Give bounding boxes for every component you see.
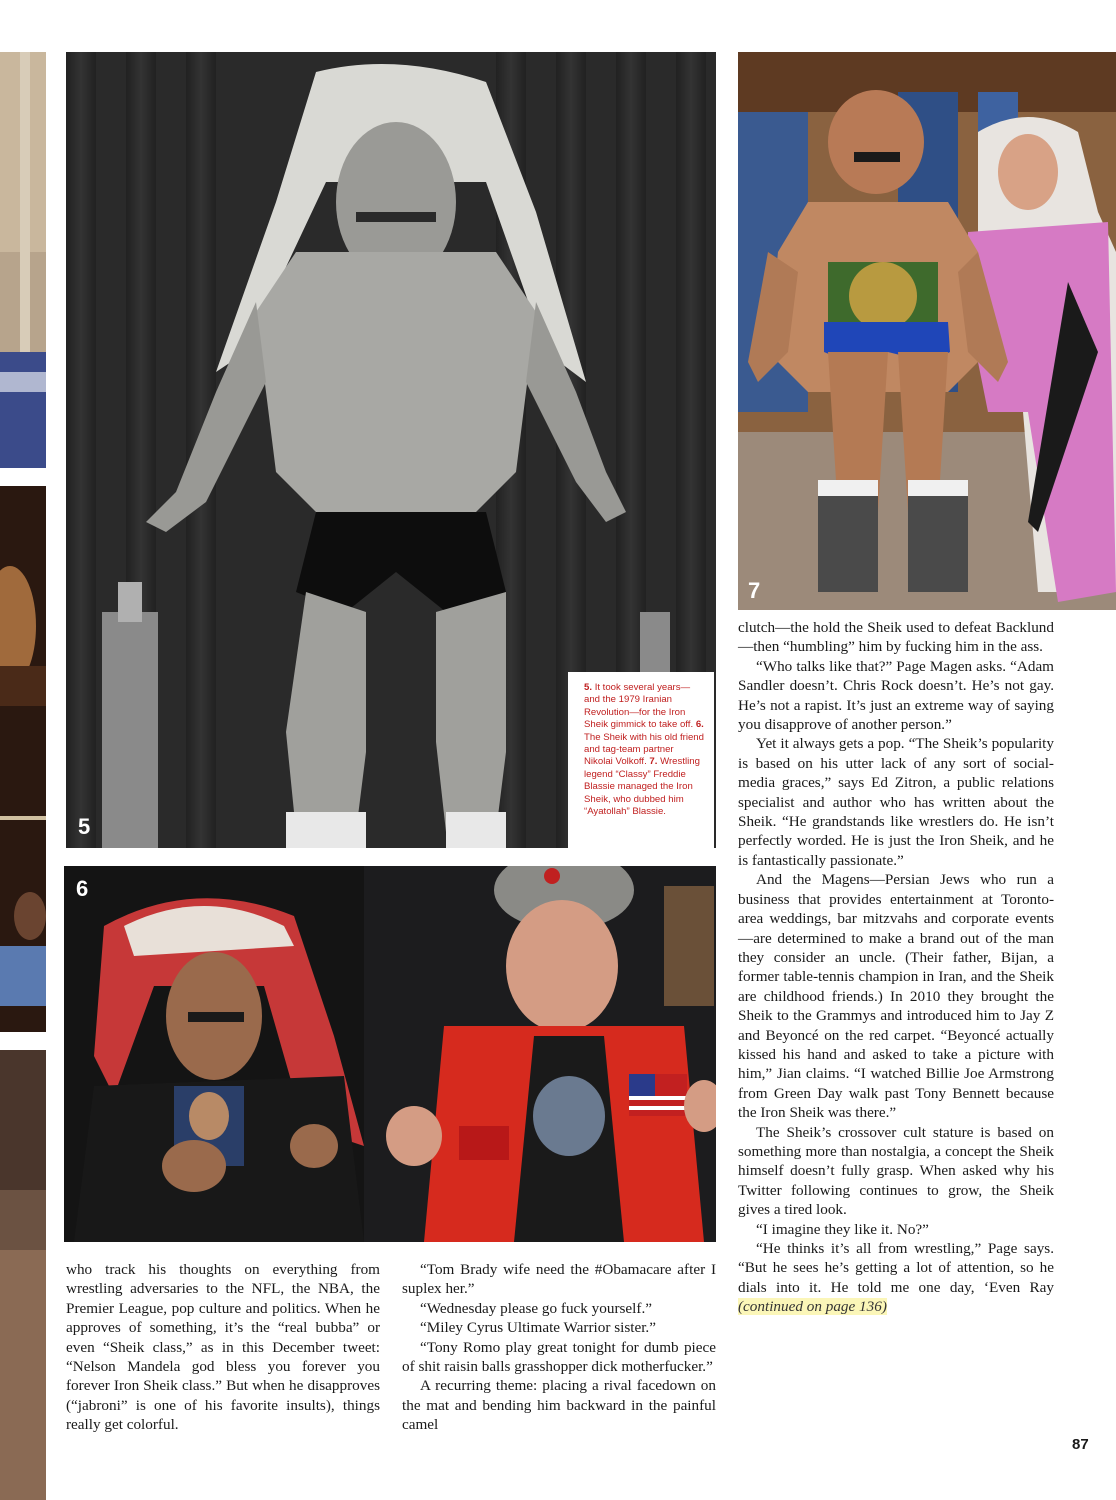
article-paragraph: The Sheik’s crossover cult stature is based on something more than nostalgia, a concept the Sheik himself doesn’t fully grasp. When asked why his Twitter following continues to grow, the Sheik gives a tired look. bbox=[738, 1123, 1054, 1219]
article-paragraph: A recurring theme: placing a rival facedown on the mat and bending him backward in the painful camel bbox=[402, 1377, 716, 1434]
caption-5-number: 5. bbox=[584, 682, 593, 693]
article-paragraph: “Wednesday please go fuck yourself.” bbox=[420, 1299, 652, 1317]
article-column-1 bbox=[66, 1260, 380, 1435]
article-paragraph: “Miley Cyrus Ultimate Warrior sister.” bbox=[420, 1319, 656, 1337]
article-paragraph: “Who talks like that?” Page Magen asks. “Adam Sandler doesn’t. Chris Rock doesn’t. He’s not gay. He’s not a rapist. It’s just an extreme way of saying you disapprove of another person.” bbox=[738, 657, 1054, 734]
article-paragraph: “Tony Romo play great tonight for dumb piece of shit raisin balls grasshopper dick motherfucker.” bbox=[402, 1338, 716, 1376]
page-number: 87 bbox=[1072, 1436, 1089, 1453]
photo-6-number: 6 bbox=[76, 876, 89, 901]
photo-6-sheik-and-volkoff bbox=[64, 866, 716, 1242]
article-paragraph bbox=[738, 1239, 1054, 1317]
article-column-2 bbox=[402, 1260, 716, 1435]
article-paragraph: clutch—the hold the Sheik used to defeat Backlund—then “humbling” him by fucking him in the ass. bbox=[738, 619, 1054, 656]
article-column-3 bbox=[738, 618, 1054, 1317]
caption-5-text: It took several years—and the 1979 Iranian Revolution—for the Iron Sheik gimmick to take off. bbox=[584, 682, 694, 731]
left-edge-photo-bottom bbox=[0, 1050, 46, 1500]
caption-7-number: 7. bbox=[649, 756, 658, 768]
left-edge-photo-top bbox=[0, 52, 46, 468]
photo-5-number: 5 bbox=[78, 814, 91, 839]
article-paragraph: Yet it always gets a pop. “The Sheik’s popularity is based on his utter lack of any sort of social-media graces,” says Ed Zitron, a public relations specialist and author who has written about the Sheik. “He grandstands like wrestlers do. He isn’t perfectly worded. He is just the Iron Sheik, and he is fantastically passionate.” bbox=[738, 735, 1054, 869]
caption-6-number: 6. bbox=[695, 719, 704, 731]
article-paragraph-text: “He thinks it’s all from wrestling,” Page says. “But he sees he’s getting a lot of attention, so he dials into it. He told me one day, ‘Even Ray bbox=[738, 1240, 1054, 1296]
article-paragraph: “Tom Brady wife need the #Obamacare after I suplex her.” bbox=[402, 1261, 716, 1298]
article-paragraph: who track his thoughts on everything from wrestling adversaries to the NFL, the NBA, the Premier League, pop culture and politics. When he approves of something, it’s the “real bubba” or even “Sheik class,” as in this December tweet: “Nelson Mandela god bless you forever you forever Iron Sheik class.” But when he disapproves (“jabroni” is one of his favorite insults), things really get colorful. bbox=[66, 1261, 380, 1434]
article-paragraph: “I imagine they like it. No?” bbox=[756, 1220, 929, 1238]
photo-7-number: 7 bbox=[748, 578, 761, 603]
continued-on-page-link[interactable]: (continued on page 136) bbox=[738, 1298, 887, 1316]
photo-7-sheik-and-blassie bbox=[738, 52, 1116, 610]
caption-6-text: The Sheik with his old friend and tag-team partner Nikolai Volkoff. bbox=[584, 731, 704, 768]
photo-caption bbox=[568, 672, 714, 848]
caption-7-text: Wrestling legend “Classy” Freddie Blassie managed the Iron Sheik, who dubbed him “Ayatollah” Blassie. bbox=[584, 756, 700, 818]
article-paragraph: And the Magens—Persian Jews who run a business that provides entertainment at Toronto-area weddings, bar mitzvahs and corporate events—are determined to make a brand out of the man they consider an uncle. (Their father, Bijan, a former table-tennis champion in Iran, and the Sheik are childhood friends.) In 2010 they brought the Sheik to the Grammys and introduced him to Jay Z and Beyoncé on the red carpet. “Beyoncé actually kissed his hand and asked to take a picture with him,” Jian claims. “I watched Billie Joe Armstrong from Green Day walk past Tony Bennett because the Iron Sheik was there.” bbox=[738, 871, 1054, 1122]
left-edge-photo-middle bbox=[0, 486, 46, 1032]
